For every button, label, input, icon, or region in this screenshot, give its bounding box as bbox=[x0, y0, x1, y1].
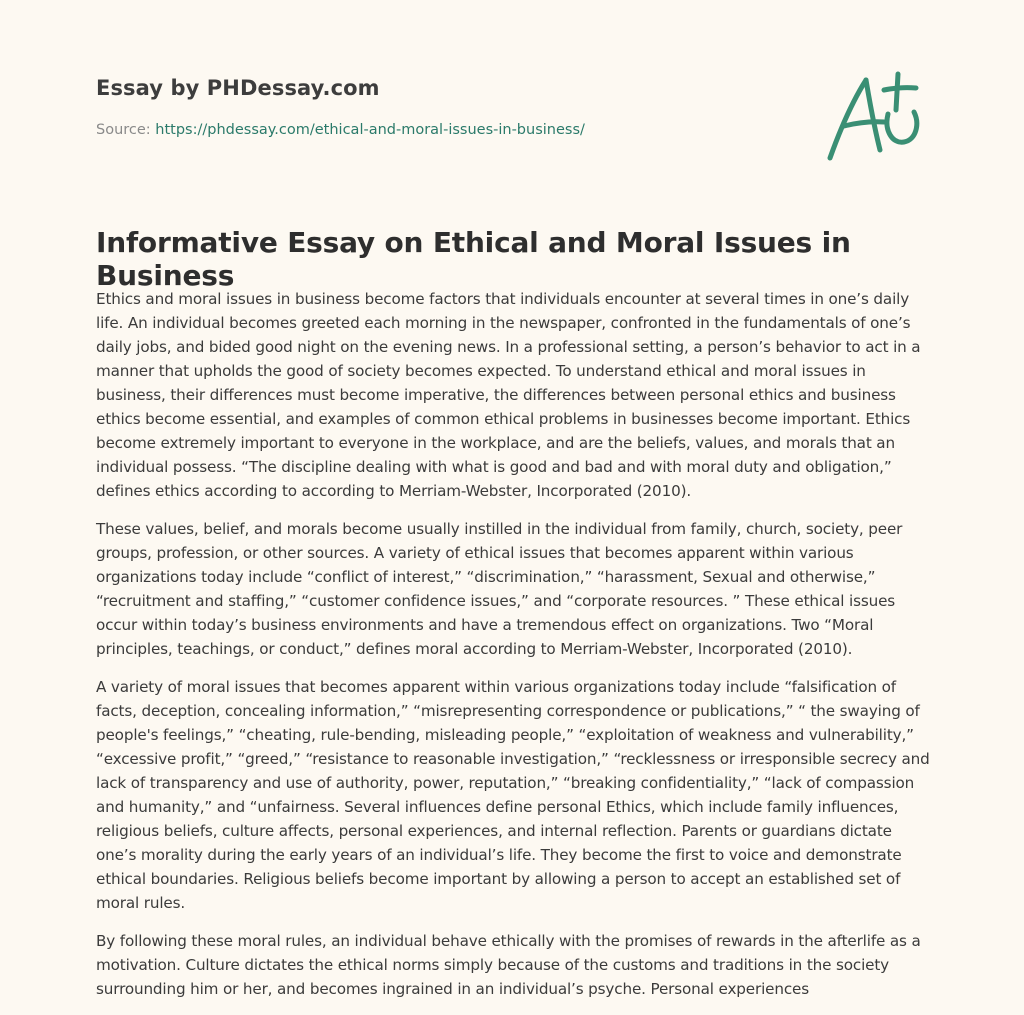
page-header bbox=[96, 76, 796, 138]
source-link[interactable]: https://phdessay.com/ethical-and-moral-issues-in-business/ bbox=[155, 122, 585, 138]
source-label: Source: bbox=[96, 122, 151, 138]
essay-paragraph: By following these moral rules, an individual behave ethically with the promises of rewards in the afterlife as a motivation. Culture dictates the ethical norms simply because of the customs and traditions in the society surrounding him or her, and becomes ingrained in an individual’s psyche. Personal experiences bbox=[96, 932, 921, 998]
brand-title: Essay by PHDessay.com bbox=[96, 76, 380, 100]
essay-paragraph: A variety of moral issues that becomes apparent within various organizations today include “falsification of facts, deception, concealing information,” “misrepresenting correspondence or publications,” “ the swaying of people's feelings,” “cheating, rule-bending, misleading people,” “exploitation of weakness and vulnerability,” “excessive profit,” “greed,” “resistance to reasonable investigation,” “recklessness or irresponsible secrecy and lack of transparency and use of authority, power, reputation,” “breaking confidentiality,” “lack of compassion and humanity,” and “unfairness. Several influences define personal Ethics, which include family influences, religious beliefs, culture affects, personal experiences, and internal reflection. Parents or guardians dictate one’s morality during the early years of an individual’s life. They become the first to voice and demonstrate ethical boundaries. Religious beliefs become important by allowing a person to accept an established set of moral rules. bbox=[96, 678, 930, 912]
a-plus-logo-icon bbox=[822, 68, 926, 164]
essay-title: Informative Essay on Ethical and Moral Issues in Business bbox=[96, 226, 851, 292]
essay-paragraph: These values, belief, and morals become usually instilled in the individual from family, church, society, peer groups, profession, or other sources. A variety of ethical issues that becomes apparent within various organizations today include “conflict of interest,” “discrimination,” “harassment, Sexual and otherwise,” “recruitment and staffing,” “customer confidence issues,” and “corporate resources. ” These ethical issues occur within today’s business environments and have a tremendous effect on organizations. Two “Moral principles, teachings, or conduct,” defines moral according to Merriam-Webster, Incorporated (2010). bbox=[96, 520, 903, 658]
essay-body bbox=[96, 287, 932, 1015]
essay-paragraph: Ethics and moral issues in business become factors that individuals encounter at several times in one’s daily life. An individual becomes greeted each morning in the newspaper, confronted in the fundamentals of one’s daily jobs, and bided good night on the evening news. In a professional setting, a person’s behavior to act in a manner that upholds the good of society becomes expected. To understand ethical and moral issues in business, their differences must become imperative, the differences between personal ethics and business ethics become essential, and examples of common ethical problems in businesses become important. Ethics become extremely important to everyone in the workplace, and are the beliefs, values, and morals that an individual possess. “The discipline dealing with what is good and bad and with moral duty and obligation,” defines ethics according to according to Merriam-Webster, Incorporated (2010). bbox=[96, 290, 921, 500]
source-line bbox=[96, 122, 796, 138]
